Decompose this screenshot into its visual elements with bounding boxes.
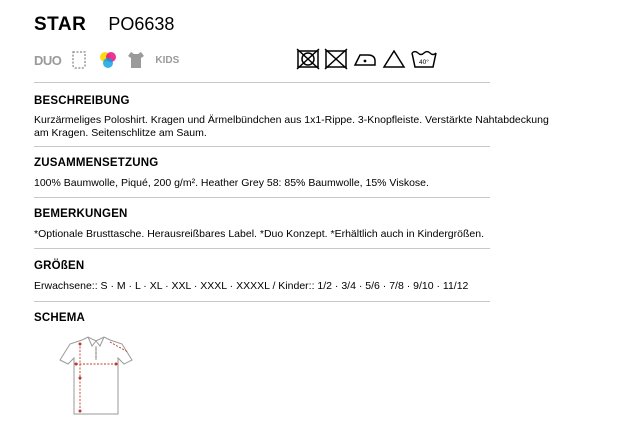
section-beschreibung [34,95,574,140]
polo-schema-drawing [56,334,136,421]
divider [34,82,490,83]
color-dots-icon [97,50,119,70]
section-schema [34,312,574,324]
composition-text: 100% Baumwolle, Piqué, 200 g/m². Heather Grey 58: 85% Baumwolle, 15% Viskose. [34,177,429,189]
divider [34,197,490,198]
divider [34,146,490,147]
duo-badge: DUO [34,52,62,68]
iron-low-icon [352,48,378,75]
product-code: PO6638 [108,14,175,34]
section-zusammensetzung [34,157,574,190]
product-header [34,14,174,36]
product-name: STAR [34,14,87,35]
section-heading: ZUSAMMENSETZUNG [34,157,159,169]
description-line-1: Kurzärmeliges Poloshirt. Kragen und Ärmelbündchen aus 1x1-Rippe. 3-Knopfleiste. Verstärkte Nahtabdeckung [34,114,549,126]
description-line-2: am Kragen. Seitenschlitze am Saum. [34,127,207,139]
wash-40-icon [410,48,438,75]
kids-shirt-icon [127,50,145,70]
divider [34,301,490,302]
no-tumble-dry-icon [296,48,320,75]
wash-temp-label: 40° [419,59,429,66]
remarks-text: *Optionale Brusttasche. Herausreißbares Label. *Duo Konzept. *Erhältlich auch in Kindergrößen. [34,228,484,240]
bleach-allowed-icon [382,48,406,75]
section-heading: SCHEMA [34,312,86,324]
label-icon [69,50,89,70]
divider [34,248,490,249]
care-symbols [296,48,442,75]
no-bleach-icon [324,48,348,75]
section-heading: BESCHREIBUNG [34,95,130,107]
section-bemerkungen [34,208,574,241]
section-heading: GRÖßEN [34,260,85,272]
section-groessen [34,260,574,293]
feature-icons [34,50,179,70]
kids-badge: KIDS [155,54,180,66]
section-heading: BEMERKUNGEN [34,208,128,220]
sizes-text: Erwachsene:: S · M · L · XL · XXL · XXXL · XXXXL / Kinder:: 1/2 · 3/4 · 5/6 · 7/8 · 9/10 · 11/12 [34,280,469,292]
